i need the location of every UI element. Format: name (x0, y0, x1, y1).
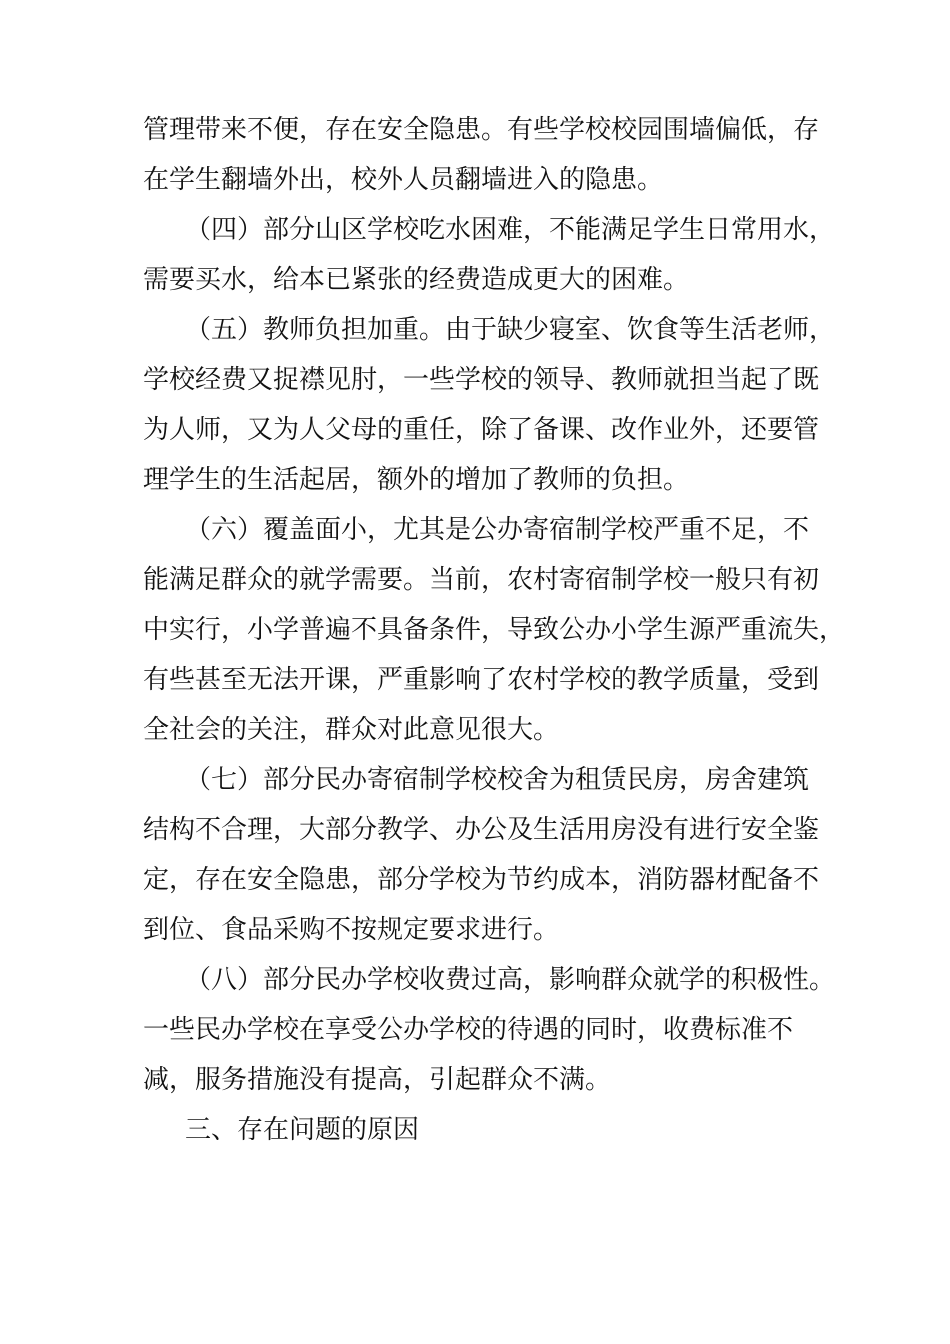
text-line: 定，存在安全隐患，部分学校为节约成本，消防器材配备不 (143, 865, 820, 895)
text-line: 有些甚至无法开课，严重影响了农村学校的教学质量，受到 (143, 665, 820, 695)
text-line: 结构不合理，大部分教学、办公及生活用房没有进行安全鉴 (143, 815, 820, 845)
text-line: 管理带来不便，存在安全隐患。有些学校校园围墙偏低，存 (143, 115, 820, 145)
text-line: 学校经费又捉襟见肘，一些学校的领导、教师就担当起了既 (143, 365, 820, 395)
text-line: 一些民办学校在享受公办学校的待遇的同时，收费标准不 (143, 1015, 794, 1045)
text-line: 中实行，小学普遍不具备条件，导致公办小学生源严重流失， (143, 615, 846, 645)
text-line: 减，服务措施没有提高，引起群众不满。 (143, 1065, 612, 1095)
paragraph-8-heading-line: （八）部分民办学校收费过高，影响群众就学的积极性。 (185, 965, 836, 995)
text-line: 在学生翻墙外出，校外人员翻墙进入的隐患。 (143, 165, 664, 195)
paragraph-4-heading-line: （四）部分山区学校吃水困难，不能满足学生日常用水， (185, 215, 836, 245)
text-line: 理学生的生活起居，额外的增加了教师的负担。 (143, 465, 690, 495)
text-line: 到位、食品采购不按规定要求进行。 (143, 915, 560, 945)
section-heading: 三、存在问题的原因 (185, 1115, 420, 1145)
text-line: 为人师，又为人父母的重任，除了备课、改作业外，还要管 (143, 415, 820, 445)
paragraph-5-heading-line: （五）教师负担加重。由于缺少寝室、饮食等生活老师， (185, 315, 836, 345)
text-line: 需要买水，给本已紧张的经费造成更大的困难。 (143, 265, 690, 295)
text-line: 能满足群众的就学需要。当前，农村寄宿制学校一般只有初 (143, 565, 820, 595)
paragraph-6-heading-line: （六）覆盖面小，尤其是公办寄宿制学校严重不足，不 (185, 515, 810, 545)
text-line: 全社会的关注，群众对此意见很大。 (143, 715, 560, 745)
paragraph-7-heading-line: （七）部分民办寄宿制学校校舍为租赁民房，房舍建筑 (185, 765, 810, 795)
